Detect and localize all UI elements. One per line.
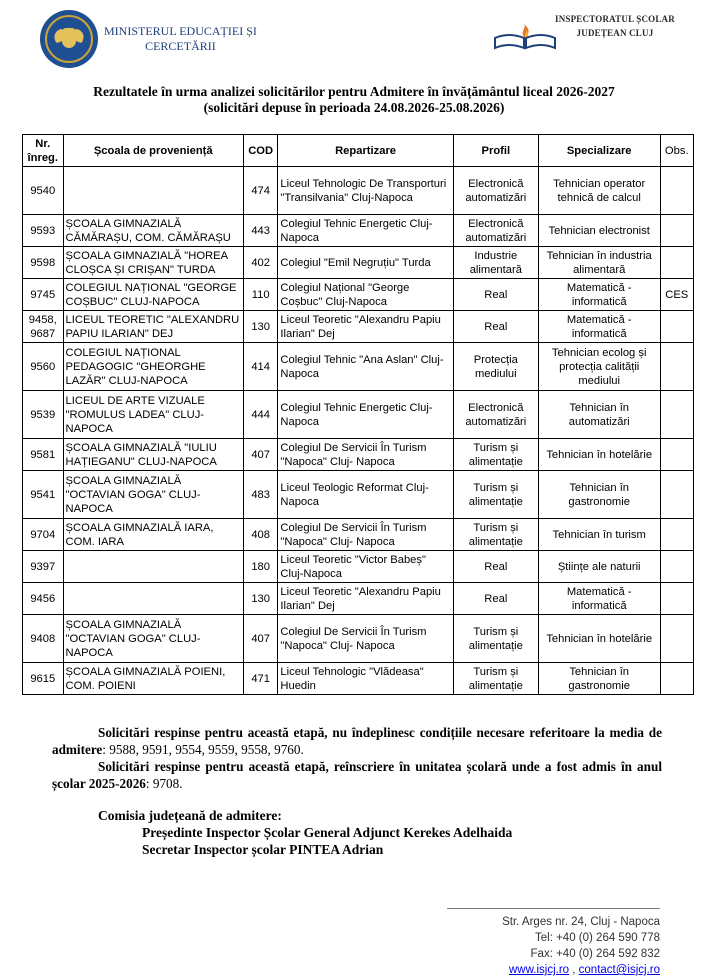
cell-specializare: Tehnician în hotelărie	[538, 615, 660, 663]
cell-cod: 130	[243, 583, 277, 615]
cell-specializare: Tehnician operator tehnică de calcul	[538, 167, 660, 215]
cell-obs	[660, 663, 694, 695]
rejection-notes	[52, 724, 662, 792]
cell-cod: 407	[243, 439, 277, 471]
table-row	[23, 583, 694, 615]
col-obs-header: Obs.	[660, 135, 694, 167]
cell-scoala: ȘCOALA GIMNAZIALĂ "IULIU HAȚIEGANU" CLUJ-NAPOCA	[63, 439, 243, 471]
cell-scoala: ȘCOALA GIMNAZIALĂ CĂMĂRAȘU, COM. CĂMĂRAȘU	[63, 215, 243, 247]
cell-nr: 9408	[23, 615, 64, 663]
cell-nr: 9598	[23, 247, 64, 279]
footer-links: www.isjcj.ro , contact@isjcj.ro	[509, 964, 660, 976]
cell-obs	[660, 551, 694, 583]
cell-specializare: Tehnician în turism	[538, 519, 660, 551]
email-link[interactable]: contact@isjcj.ro	[578, 964, 660, 976]
table-row	[23, 311, 694, 343]
cell-obs	[660, 167, 694, 215]
cell-obs	[660, 215, 694, 247]
cell-specializare: Tehnician în industria alimentară	[538, 247, 660, 279]
cell-specializare: Tehnician în gastronomie	[538, 471, 660, 519]
footer-fax: Fax: +40 (0) 264 592 832	[530, 948, 660, 960]
table-row	[23, 615, 694, 663]
open-book-flame-logo	[493, 24, 557, 50]
col-profil-header: Profil	[453, 135, 538, 167]
cell-nr: 9593	[23, 215, 64, 247]
cell-specializare: Tehnician ecolog și protecția calității mediului	[538, 343, 660, 391]
cell-obs	[660, 519, 694, 551]
cell-profil: Electronică automatizări	[453, 167, 538, 215]
cell-specializare: Tehnician în hotelărie	[538, 439, 660, 471]
cell-scoala: LICEUL TEORETIC "ALEXANDRU PAPIU ILARIAN" DEJ	[63, 311, 243, 343]
table-row	[23, 215, 694, 247]
cell-repartizare: Colegiul De Servicii În Turism "Napoca" Cluj- Napoca	[278, 439, 453, 471]
col-scoala-header: Școala de proveniență	[63, 135, 243, 167]
cell-profil: Electronică automatizări	[453, 215, 538, 247]
cell-obs	[660, 583, 694, 615]
cell-nr: 9560	[23, 343, 64, 391]
cell-cod: 407	[243, 615, 277, 663]
cell-scoala: ȘCOALA GIMNAZIALĂ "OCTAVIAN GOGA" CLUJ-NAPOCA	[63, 471, 243, 519]
cell-specializare: Matematică - informatică	[538, 311, 660, 343]
cell-scoala: ȘCOALA GIMNAZIALĂ "OCTAVIAN GOGA" CLUJ-NAPOCA	[63, 615, 243, 663]
results-table	[22, 134, 694, 695]
committee-title: Comisia județeană de admitere:	[98, 808, 282, 823]
cell-profil: Turism și alimentație	[453, 615, 538, 663]
cell-specializare: Științe ale naturii	[538, 551, 660, 583]
cell-obs	[660, 439, 694, 471]
cell-cod: 180	[243, 551, 277, 583]
cell-repartizare: Colegiul De Servicii În Turism "Napoca" Cluj- Napoca	[278, 615, 453, 663]
cell-profil: Turism și alimentație	[453, 519, 538, 551]
committee-president: Președinte Inspector Școlar General Adjunct Kerekes Adelhaida	[142, 825, 513, 840]
table-row	[23, 167, 694, 215]
ministry-header	[40, 10, 257, 68]
note-admission-average: Solicitări respinse pentru această etapă, nu îndeplinesc condițiile necesare referitoare la media de admitere: 9588, 9591, 9554, 9559, 9558, 9760.	[52, 725, 662, 757]
cell-obs	[660, 615, 694, 663]
cell-cod: 110	[243, 279, 277, 311]
table-row	[23, 519, 694, 551]
table-header-row	[23, 135, 694, 167]
cell-profil: Industrie alimentară	[453, 247, 538, 279]
cell-profil: Turism și alimentație	[453, 663, 538, 695]
cell-nr: 9541	[23, 471, 64, 519]
cell-profil: Real	[453, 311, 538, 343]
cell-profil: Real	[453, 583, 538, 615]
cell-profil: Real	[453, 551, 538, 583]
cell-repartizare: Liceul Teoretic "Alexandru Papiu Ilarian" Dej	[278, 583, 453, 615]
table-row	[23, 551, 694, 583]
col-repartizare-header: Repartizare	[278, 135, 453, 167]
cell-nr: 9456	[23, 583, 64, 615]
table-row	[23, 439, 694, 471]
cell-nr: 9745	[23, 279, 64, 311]
cell-scoala: ȘCOALA GIMNAZIALĂ IARA, COM. IARA	[63, 519, 243, 551]
cell-scoala: COLEGIUL NAȚIONAL PEDAGOGIC "GHEORGHE LAZĂR" CLUJ-NAPOCA	[63, 343, 243, 391]
footer-address: Str. Arges nr. 24, Cluj - Napoca	[502, 916, 660, 928]
cell-obs	[660, 247, 694, 279]
cell-specializare: Tehnician electronist	[538, 215, 660, 247]
cell-obs	[660, 391, 694, 439]
cell-obs	[660, 311, 694, 343]
cell-cod: 471	[243, 663, 277, 695]
cell-repartizare: Liceul Teologic Reformat Cluj-Napoca	[278, 471, 453, 519]
table-row	[23, 391, 694, 439]
table-row	[23, 471, 694, 519]
cell-repartizare: Colegiul De Servicii În Turism "Napoca" Cluj- Napoca	[278, 519, 453, 551]
cell-specializare: Tehnician în gastronomie	[538, 663, 660, 695]
cell-nr: 9581	[23, 439, 64, 471]
cell-cod: 483	[243, 471, 277, 519]
cell-profil: Turism și alimentație	[453, 439, 538, 471]
ministry-name: MINISTERUL EDUCAȚIEI ȘI CERCETĂRII	[104, 24, 257, 53]
col-nr-header: Nr. înreg.	[23, 135, 64, 167]
table-row	[23, 247, 694, 279]
cell-repartizare: Liceul Teoretic "Alexandru Papiu Ilarian" Dej	[278, 311, 453, 343]
cell-scoala: COLEGIUL NAȚIONAL "GEORGE COȘBUC" CLUJ-NAPOCA	[63, 279, 243, 311]
cell-nr: 9539	[23, 391, 64, 439]
cell-nr: 9397	[23, 551, 64, 583]
cell-repartizare: Liceul Tehnologic "Vlădeasa" Huedin	[278, 663, 453, 695]
cell-scoala: ȘCOALA GIMNAZIALĂ "HOREA CLOȘCA ȘI CRIȘAN" TURDA	[63, 247, 243, 279]
cell-repartizare: Liceul Tehnologic De Transporturi "Transilvania" Cluj-Napoca	[278, 167, 453, 215]
cell-repartizare: Liceul Teoretic "Victor Babeș" Cluj-Napoca	[278, 551, 453, 583]
cell-scoala	[63, 167, 243, 215]
admission-committee	[98, 807, 512, 858]
committee-secretary: Secretar Inspector școlar PINTEA Adrian	[142, 842, 384, 857]
cell-cod: 474	[243, 167, 277, 215]
table-row	[23, 343, 694, 391]
cell-profil: Real	[453, 279, 538, 311]
isj-header	[493, 0, 683, 52]
cell-cod: 402	[243, 247, 277, 279]
cell-specializare: Matematică - informatică	[538, 279, 660, 311]
cell-scoala: ȘCOALA GIMNAZIALĂ POIENI, COM. POIENI	[63, 663, 243, 695]
cell-cod: 444	[243, 391, 277, 439]
table-row	[23, 279, 694, 311]
website-link[interactable]: www.isjcj.ro	[509, 964, 570, 976]
cell-obs	[660, 471, 694, 519]
cell-nr: 9458, 9687	[23, 311, 64, 343]
cell-repartizare: Colegiul "Emil Negruțiu" Turda	[278, 247, 453, 279]
cell-profil: Turism și alimentație	[453, 471, 538, 519]
romanian-government-seal-logo	[40, 10, 98, 68]
cell-nr: 9540	[23, 167, 64, 215]
cell-nr: 9704	[23, 519, 64, 551]
cell-repartizare: Colegiul Tehnic "Ana Aslan" Cluj-Napoca	[278, 343, 453, 391]
cell-repartizare: Colegiul Tehnic Energetic Cluj-Napoca	[278, 391, 453, 439]
cell-obs	[660, 343, 694, 391]
inspectorate-name: INSPECTORATUL ȘCOLAR JUDEȚEAN CLUJ	[555, 14, 675, 38]
cell-scoala: LICEUL DE ARTE VIZUALE "ROMULUS LADEA" CLUJ-NAPOCA	[63, 391, 243, 439]
cell-cod: 443	[243, 215, 277, 247]
contact-footer	[502, 914, 660, 978]
footer-divider	[447, 908, 660, 909]
note-reenrollment: Solicitări respinse pentru această etapă, reînscriere în unitatea școlară unde a fost admis în anul școlar 2025-2026: 9708.	[52, 759, 662, 791]
footer-tel: Tel: +40 (0) 264 590 778	[535, 932, 660, 944]
cell-repartizare: Colegiul Național "George Coșbuc" Cluj-Napoca	[278, 279, 453, 311]
cell-cod: 130	[243, 311, 277, 343]
col-specializare-header: Specializare	[538, 135, 660, 167]
cell-profil: Protecția mediului	[453, 343, 538, 391]
cell-cod: 414	[243, 343, 277, 391]
col-cod-header: COD	[243, 135, 277, 167]
cell-cod: 408	[243, 519, 277, 551]
cell-specializare: Matematică - informatică	[538, 583, 660, 615]
cell-nr: 9615	[23, 663, 64, 695]
cell-repartizare: Colegiul Tehnic Energetic Cluj-Napoca	[278, 215, 453, 247]
document-title: Rezultatele în urma analizei solicitărilor pentru Admitere în învățământul liceal 2026-2027 (solicitări depuse în perioada 24.08.2026-25.08.2026)	[93, 84, 615, 115]
cell-profil: Electronică automatizări	[453, 391, 538, 439]
table-row	[23, 663, 694, 695]
cell-scoala	[63, 551, 243, 583]
cell-specializare: Tehnician în automatizări	[538, 391, 660, 439]
cell-obs: CES	[660, 279, 694, 311]
cell-scoala	[63, 583, 243, 615]
